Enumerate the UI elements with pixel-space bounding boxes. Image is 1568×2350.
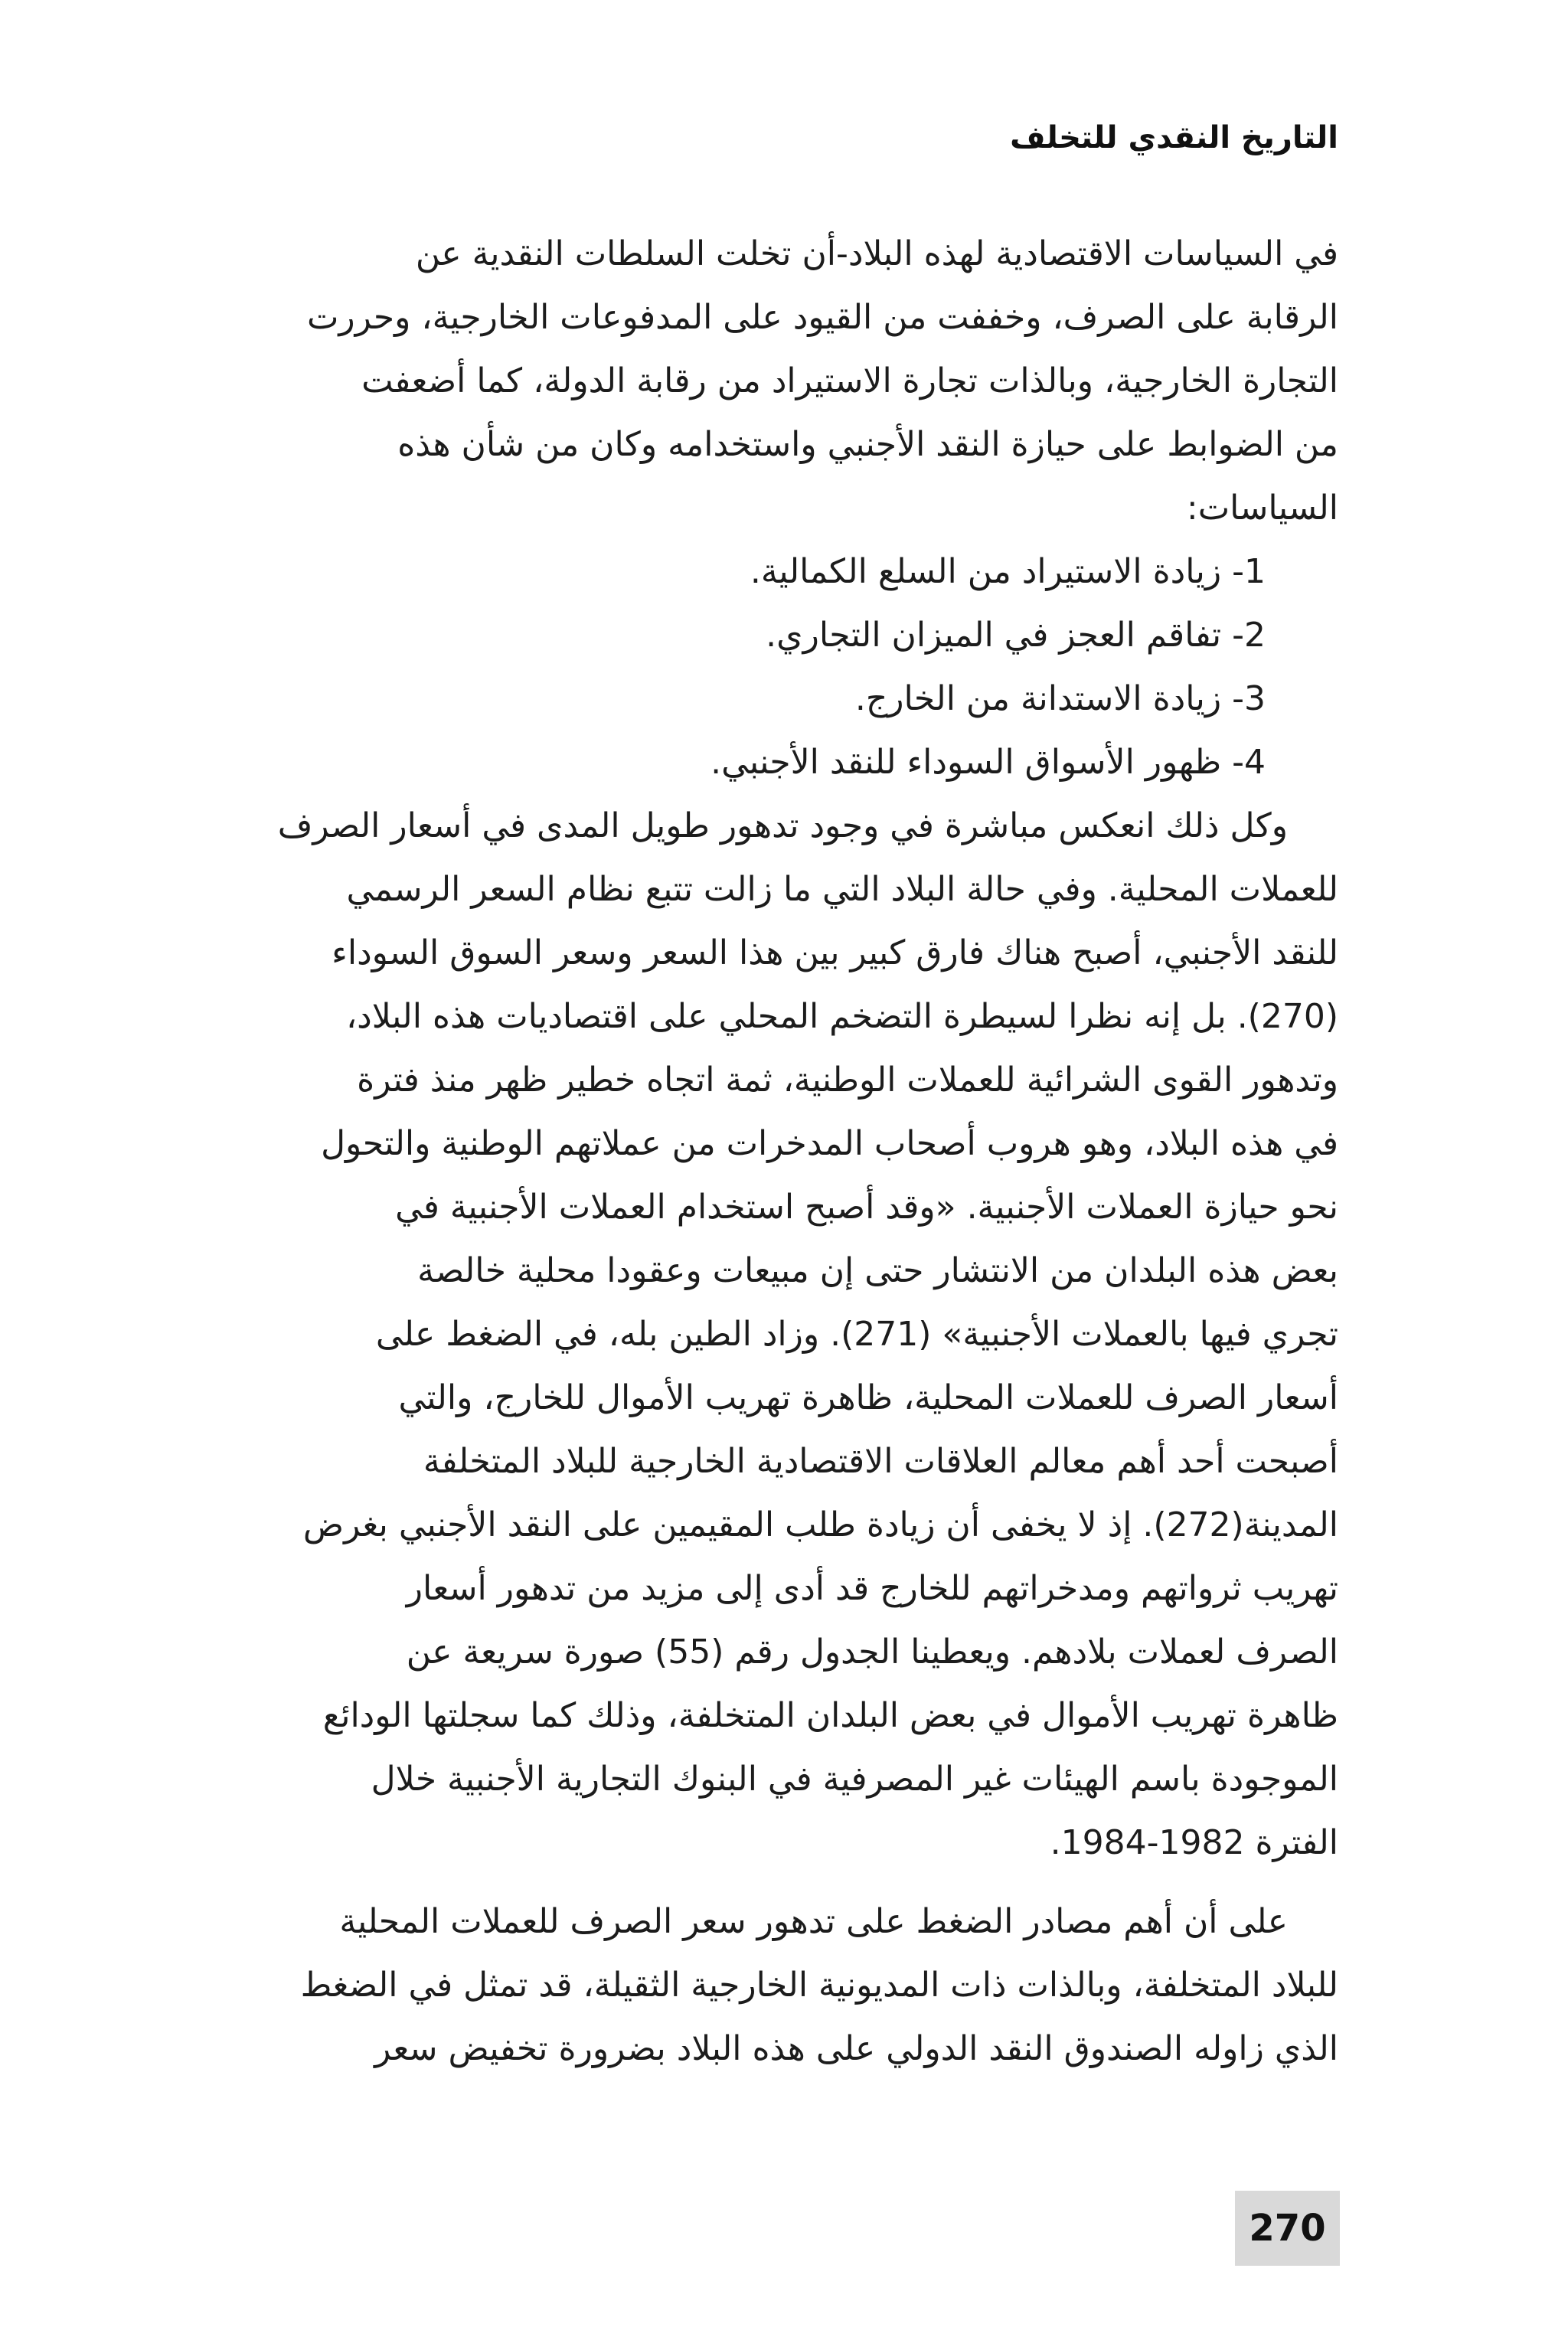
- text-line: الموجودة باسم الهيئات غير المصرفية في البنوك التجارية الأجنبية خلال: [371, 1760, 1338, 1799]
- page-number-box: [1235, 2191, 1340, 2266]
- text-line: تجري فيها بالعملات الأجنبية» (271). وزاد الطين بله، في الضغط على: [375, 1315, 1338, 1354]
- text-line: للبلاد المتخلفة، وبالذات ذات المديونية الخارجية الثقيلة، قد تمثل في الضغط: [300, 1966, 1338, 2005]
- text-line: للعملات المحلية. وفي حالة البلاد التي ما زالت تتبع نظام السعر الرسمي: [346, 870, 1338, 909]
- text-line: في السياسات الاقتصادية لهذه البلاد-أن تخلت السلطات النقدية عن: [415, 234, 1338, 273]
- text-line: الصرف لعملات بلادهم. ويعطينا الجدول رقم (55) صورة سريعة عن: [406, 1633, 1338, 1672]
- text-line: ظاهرة تهريب الأموال في بعض البلدان المتخلفة، وذلك كما سجلتها الودائع: [322, 1696, 1338, 1735]
- text-line: أسعار الصرف للعملات المحلية، ظاهرة تهريب الأموال للخارج، والتي: [398, 1378, 1338, 1417]
- text-line: وتدهور القوى الشرائية للعملات الوطنية، ثمة اتجاه خطير ظهر منذ فترة: [357, 1061, 1338, 1100]
- text-line: السياسات:: [1186, 489, 1338, 528]
- text-line: الفترة 1982-1984.: [1050, 1823, 1338, 1862]
- text-line: على أن أهم مصادر الضغط على تدهور سعر الصرف للعملات المحلية: [339, 1902, 1288, 1941]
- list-item: 3- زيادة الاستدانة من الخارج.: [854, 679, 1266, 718]
- paragraph-gap: [227, 1874, 1338, 1890]
- text-line: من الضوابط على حيازة النقد الأجنبي واستخدامه وكان من شأن هذه: [397, 425, 1338, 464]
- text-line: التجارة الخارجية، وبالذات تجارة الاستيراد من رقابة الدولة، كما أضعفت: [361, 361, 1338, 400]
- text-line: بعض هذه البلدان من الانتشار حتى إن مبيعات وعقودا محلية خالصة: [417, 1251, 1338, 1290]
- text-line: تهريب ثرواتهم ومدخراتهم للخارج قد أدى إلى مزيد من تدهور أسعار: [406, 1569, 1338, 1608]
- text-line: المدينة(272). إذ لا يخفى أن زيادة طلب المقيمين على النقد الأجنبي بغرض: [302, 1505, 1338, 1544]
- text-line: وكل ذلك انعكس مباشرة في وجود تدهور طويل المدى في أسعار الصرف: [277, 806, 1288, 845]
- body-text: [227, 222, 1338, 2080]
- list-item: 1- زيادة الاستيراد من السلع الكمالية.: [750, 552, 1266, 591]
- list-item: 4- ظهور الأسواق السوداء للنقد الأجنبي.: [710, 743, 1266, 782]
- page-number: 270: [1249, 2207, 1326, 2250]
- list-item: 2- تفاقم العجز في الميزان التجاري.: [766, 616, 1266, 655]
- text-line: أصبحت أحد أهم معالم العلاقات الاقتصادية الخارجية للبلاد المتخلفة: [423, 1442, 1338, 1481]
- text-line: الذي زاوله الصندوق النقد الدولي على هذه البلاد بضرورة تخفيض سعر: [374, 2029, 1338, 2068]
- text-line: نحو حيازة العملات الأجنبية. «وقد أصبح استخدام العملات الأجنبية في: [395, 1188, 1338, 1227]
- text-line: في هذه البلاد، وهو هروب أصحاب المدخرات من عملاتهم الوطنية والتحول: [321, 1124, 1338, 1163]
- text-line: للنقد الأجنبي، أصبح هناك فارق كبير بين هذا السعر وسعر السوق السوداء: [332, 933, 1338, 972]
- text-line: الرقابة على الصرف، وخففت من القيود على المدفوعات الخارجية، وحررت: [306, 298, 1338, 337]
- running-header: التاريخ النقدي للتخلف: [1010, 120, 1338, 155]
- text-line: (270). بل إنه نظرا لسيطرة التضخم المحلي على اقتصاديات هذه البلاد،: [345, 997, 1338, 1036]
